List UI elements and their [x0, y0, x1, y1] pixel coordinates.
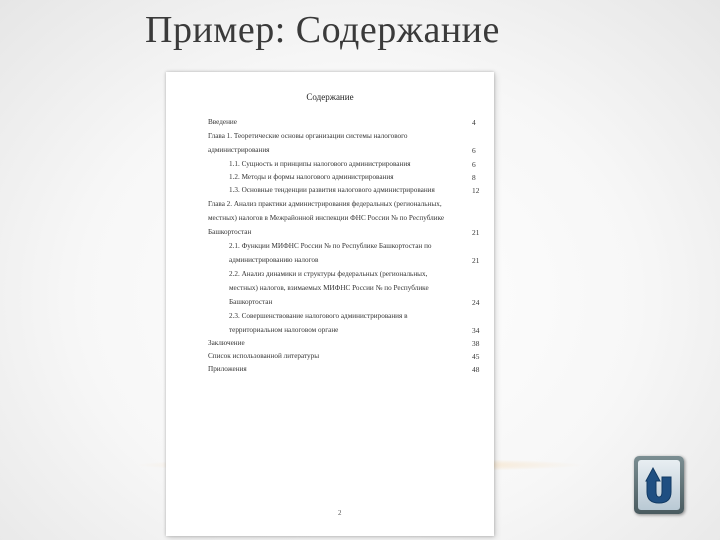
return-arrow-icon: [642, 465, 676, 505]
toc-page-number: 24: [472, 298, 480, 307]
toc-entry-section-2-2: 2.2. Анализ динамики и структуры федеральных (региональных,: [229, 270, 428, 278]
toc-page-number: 6: [472, 146, 476, 155]
toc-page-number: 4: [472, 118, 476, 127]
toc-entry-section-2-1: 2.1. Функции МИФНС России № по Республике Башкортостан по: [229, 242, 432, 250]
toc-entry-section-1-1: 1.1. Сущность и принципы налогового администрирования: [229, 160, 411, 168]
back-button-face[interactable]: [638, 460, 680, 510]
back-button[interactable]: [634, 456, 684, 514]
toc-entry-chapter-2-cont: Башкортостан: [208, 228, 252, 236]
toc-entry-section-2-3-cont: территориальном налоговом органе: [229, 326, 339, 334]
toc-entry-section-2-1-cont: администрированию налогов: [229, 256, 319, 264]
slide-title: Пример: Содержание: [145, 9, 500, 51]
toc-entry-section-1-2: 1.2. Методы и формы налогового администрирования: [229, 173, 394, 181]
toc-page-number: 21: [472, 228, 480, 237]
toc-entry-section-1-3: 1.3. Основные тенденции развития налогового администрирования: [229, 186, 435, 194]
toc-entry-chapter-2-cont: местных) налогов в Межрайонной инспекции ФНС России № по Республике: [208, 214, 445, 222]
toc-entry-section-2-2-cont: Башкортостан: [229, 298, 273, 306]
toc-page-number: 12: [472, 186, 480, 195]
toc-entry-chapter-1-cont: администрирования: [208, 146, 270, 154]
toc-page-number: 38: [472, 339, 480, 348]
toc-entry-introduction: Введение: [208, 118, 237, 126]
toc-entry-appendices: Приложения: [208, 365, 247, 373]
toc-page-number: 45: [472, 352, 480, 361]
toc-page-number: 6: [472, 160, 476, 169]
toc-entry-chapter-1: Глава 1. Теоретические основы организации системы налогового: [208, 132, 408, 140]
document-page-number: 2: [338, 509, 342, 517]
toc-entry-conclusion: Заключение: [208, 339, 245, 347]
toc-entry-section-2-3: 2.3. Совершенствование налогового администрирования в: [229, 312, 408, 320]
toc-entry-bibliography: Список использованной литературы: [208, 352, 320, 360]
toc-page-number: 48: [472, 365, 480, 374]
toc-entry-chapter-2: Глава 2. Анализ практики администрирования федеральных (региональных,: [208, 200, 442, 208]
document-page: [166, 72, 494, 536]
toc-page-number: 34: [472, 326, 480, 335]
toc-entry-section-2-2-cont: местных) налогов, взимаемых МИФНС России № по Республике: [229, 284, 429, 292]
toc-page-number: 21: [472, 256, 480, 265]
document-heading: Содержание: [306, 92, 354, 102]
toc-page-number: 8: [472, 173, 476, 182]
